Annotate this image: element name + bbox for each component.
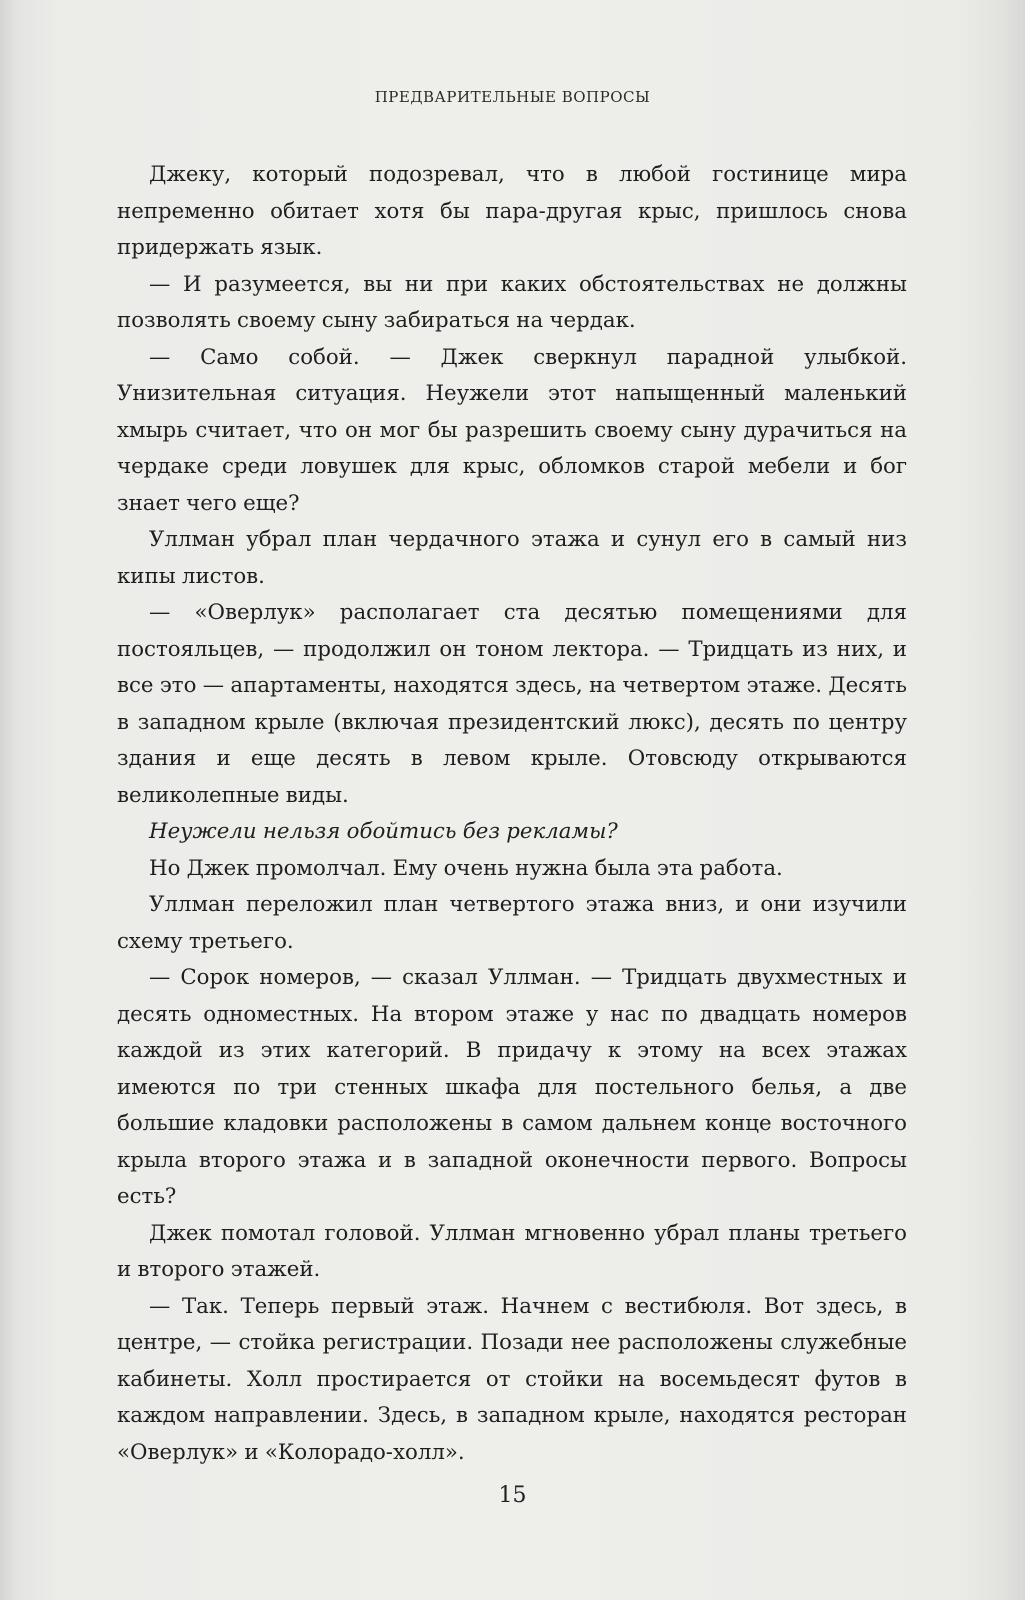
paragraph: — Само собой. — Джек сверкнул парадной улыбкой. Унизительная ситуация. Неужели этот напыщенный маленький хмырь считает, что он мог бы разрешить своему сыну дурачиться на чердаке среди ловушек для крыс, обломков старой мебели и бог знает чего еще? — [117, 344, 907, 516]
paragraph: — «Оверлук» располагает ста десятью помещениями для постояльцев, — продолжил он тоном лектора. — Тридцать из них, и все это — апартаменты, находятся здесь, на четвертом этаже. Десять в западном крыле (включая президентский люкс), десять по центру здания и еще десять в левом крыле. Отовсюду открываются великолепные виды. — [117, 600, 907, 808]
paragraph: — Так. Теперь первый этаж. Начнем с вестибюля. Вот здесь, в центре, — стойка регистрации. Позади нее расположены служебные кабинеты. Холл простирается от стойки на восемьдесят футов в каждом направлении. Здесь, в западном крыле, находятся ресторан «Оверлук» и «Колорадо-холл». — [117, 1293, 907, 1465]
paragraph-italic-thought: Неужели нельзя обойтись без рекламы? — [149, 819, 618, 844]
paragraph: — И разумеется, вы ни при каких обстоятельствах не должны позволять своему сыну забираться на чердак. — [117, 271, 907, 333]
page-number: 15 — [498, 1483, 527, 1508]
paragraph: Но Джек промолчал. Ему очень нужна была эта работа. — [149, 855, 783, 881]
running-head: ПРЕДВАРИТЕЛЬНЫЕ ВОПРОСЫ — [374, 88, 651, 106]
body-text — [117, 157, 907, 1471]
paragraph: Уллман переложил план четвертого этажа вниз, и они изучили схему третьего. — [117, 892, 907, 954]
paragraph: — Сорок номеров, — сказал Уллман. — Тридцать двухместных и десять одноместных. На втором этаже у нас по двадцать номеров каждой из этих категорий. В придачу к этому на всех этажах имеются по три стенных шкафа для постельного белья, а две большие кладовки расположены в самом дальнем конце восточного крыла второго этажа и в западной оконечности первого. Вопросы есть? — [117, 965, 907, 1209]
paragraph: Джеку, который подозревал, что в любой гостинице мира непременно обитает хотя бы пара-другая крыс, пришлось снова придержать язык. — [117, 162, 907, 260]
paragraph: Уллман убрал план чердачного этажа и сунул его в самый низ кипы листов. — [117, 527, 907, 589]
paragraph: Джек помотал головой. Уллман мгновенно убрал планы третьего и второго этажей. — [117, 1220, 907, 1282]
